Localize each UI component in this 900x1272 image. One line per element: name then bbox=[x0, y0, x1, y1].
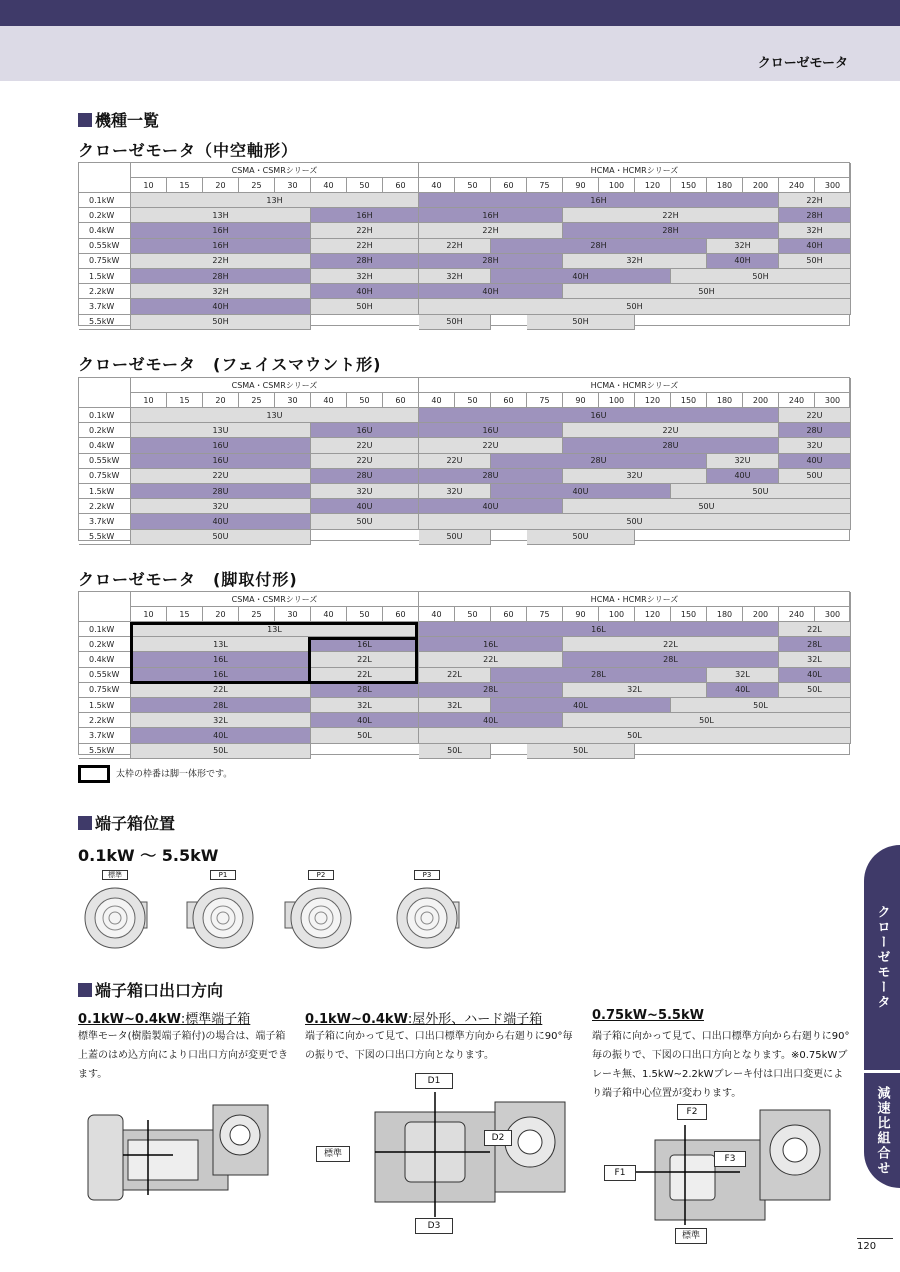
section-terminal-heading: 端子箱位置 bbox=[78, 811, 175, 834]
label-std2: 標準 bbox=[675, 1228, 707, 1244]
power-label: 0.2kW bbox=[79, 208, 131, 223]
frame-cell: 40U bbox=[419, 499, 563, 514]
ratio-header: 60 bbox=[383, 393, 419, 408]
table-corner bbox=[79, 592, 131, 622]
ratio-header: 40 bbox=[311, 178, 347, 193]
frame-cell: 50U bbox=[131, 530, 311, 545]
power-label: 5.5kW bbox=[79, 530, 131, 545]
thick-frame-sample bbox=[78, 765, 110, 783]
frame-cell: 50U bbox=[671, 484, 851, 499]
frame-cell: 40H bbox=[419, 284, 563, 299]
ratio-header: 20 bbox=[203, 178, 239, 193]
frame-cell: 32H bbox=[419, 269, 491, 284]
frame-cell: 50U bbox=[527, 530, 635, 545]
frame-cell: 28U bbox=[491, 454, 707, 469]
power-label: 0.55kW bbox=[79, 454, 131, 469]
ratio-header: 40 bbox=[419, 607, 455, 622]
frame-cell: 13U bbox=[131, 408, 419, 423]
ratio-header: 60 bbox=[491, 607, 527, 622]
ratio-header: 200 bbox=[743, 607, 779, 622]
series-header-csma: CSMA・CSMRシリーズ bbox=[131, 592, 419, 607]
page-number: 120 bbox=[857, 1238, 893, 1252]
frame-cell: 32U bbox=[563, 469, 707, 484]
series-header-hcma: HCMA・HCMRシリーズ bbox=[419, 378, 851, 393]
ratio-header: 40 bbox=[419, 393, 455, 408]
ratio-header: 10 bbox=[131, 178, 167, 193]
label-f3: F3 bbox=[714, 1151, 746, 1167]
power-label: 0.75kW bbox=[79, 683, 131, 698]
frame-cell: 22H bbox=[779, 193, 851, 208]
frame-cell: 16H bbox=[419, 208, 563, 223]
ratio-header: 200 bbox=[743, 178, 779, 193]
foot-frame-outline-inner bbox=[308, 637, 418, 684]
power-label: 2.2kW bbox=[79, 499, 131, 514]
frame-cell: 40U bbox=[311, 499, 419, 514]
frame-cell: 32U bbox=[311, 484, 419, 499]
ratio-header: 50 bbox=[347, 393, 383, 408]
ratio-header: 240 bbox=[779, 607, 815, 622]
ratio-header: 150 bbox=[671, 607, 707, 622]
label-f2: F2 bbox=[677, 1104, 707, 1120]
frame-cell: 32U bbox=[131, 499, 311, 514]
label-f1: F1 bbox=[604, 1165, 636, 1181]
ratio-header: 10 bbox=[131, 607, 167, 622]
label-std: 標準 bbox=[316, 1146, 350, 1162]
frame-cell: 28L bbox=[779, 637, 851, 652]
ratio-header: 200 bbox=[743, 393, 779, 408]
frame-cell: 50H bbox=[671, 269, 851, 284]
terminal-position-4 bbox=[392, 870, 462, 960]
ratio-header: 300 bbox=[815, 607, 851, 622]
frame-cell: 50U bbox=[779, 469, 851, 484]
series-header-hcma: HCMA・HCMRシリーズ bbox=[419, 163, 851, 178]
power-label: 1.5kW bbox=[79, 698, 131, 713]
frame-cell: 50L bbox=[563, 713, 851, 728]
frame-cell: 16U bbox=[131, 454, 311, 469]
power-label: 0.1kW bbox=[79, 622, 131, 637]
power-label: 0.1kW bbox=[79, 193, 131, 208]
header-title: クローゼモータ bbox=[757, 56, 848, 71]
frame-cell: 50L bbox=[419, 728, 851, 743]
ratio-header: 10 bbox=[131, 393, 167, 408]
ratio-header: 50 bbox=[455, 178, 491, 193]
power-label: 5.5kW bbox=[79, 315, 131, 330]
frame-cell: 16H bbox=[419, 193, 779, 208]
table-corner bbox=[79, 163, 131, 193]
frame-cell: 50L bbox=[419, 744, 491, 759]
position-label: P3 bbox=[414, 870, 440, 880]
outlet-text-2: 端子箱に向かって見て、口出口標準方向から右廻りに90°毎の振りで、下図の口出口方向となります。 bbox=[305, 1031, 573, 1061]
frame-cell: 32U bbox=[779, 438, 851, 453]
frame-cell: 40L bbox=[707, 683, 779, 698]
outlet-text-3: 端子箱に向かって見て、口出口標準方向から右廻りに90°毎の振りで、下図の口出口方向となります。※0.75kWブレーキ無、1.5kW~2.2kWブレーキ付は口出口変更により端子箱中心位置が変わります。 bbox=[592, 1031, 850, 1099]
ratio-header: 60 bbox=[383, 178, 419, 193]
power-label: 2.2kW bbox=[79, 284, 131, 299]
ratio-header: 50 bbox=[455, 607, 491, 622]
outlet-heading-2: 0.1kW~0.4kW:屋外形、ハード端子箱 bbox=[305, 1012, 543, 1027]
frame-cell: 40H bbox=[779, 239, 851, 254]
frame-cell: 22U bbox=[131, 469, 311, 484]
frame-cell: 13L bbox=[131, 637, 311, 652]
ratio-header: 50 bbox=[347, 178, 383, 193]
frame-cell: 28U bbox=[131, 484, 311, 499]
frame-cell: 32H bbox=[131, 284, 311, 299]
ratio-header: 60 bbox=[491, 393, 527, 408]
ratio-header: 180 bbox=[707, 178, 743, 193]
frame-cell: 16L bbox=[419, 637, 563, 652]
ratio-header: 50 bbox=[347, 607, 383, 622]
power-label: 1.5kW bbox=[79, 269, 131, 284]
frame-cell: 50H bbox=[527, 315, 635, 330]
frame-cell: 32U bbox=[707, 454, 779, 469]
ratio-header: 15 bbox=[167, 393, 203, 408]
model-table-face bbox=[78, 377, 850, 541]
power-label: 0.4kW bbox=[79, 652, 131, 667]
frame-cell: 50H bbox=[563, 284, 851, 299]
frame-cell: 40U bbox=[131, 514, 311, 529]
frame-cell: 22H bbox=[311, 239, 419, 254]
frame-cell: 40L bbox=[779, 668, 851, 683]
terminal-range: 0.1kW 〜 5.5kW bbox=[78, 846, 219, 865]
frame-cell: 28L bbox=[419, 683, 563, 698]
ratio-header: 60 bbox=[383, 607, 419, 622]
frame-cell: 22U bbox=[779, 408, 851, 423]
frame-cell: 13H bbox=[131, 208, 311, 223]
frame-note: 太枠の枠番は脚一体形です。 bbox=[78, 765, 232, 783]
frame-cell: 32L bbox=[311, 698, 419, 713]
frame-cell: 32H bbox=[563, 254, 707, 269]
frame-cell: 32L bbox=[707, 668, 779, 683]
frame-cell: 50H bbox=[419, 299, 851, 314]
ratio-header: 300 bbox=[815, 178, 851, 193]
power-label: 0.55kW bbox=[79, 668, 131, 683]
table-title-face: クローゼモータ (フェイスマウント形) bbox=[78, 355, 382, 374]
frame-cell: 40L bbox=[311, 713, 419, 728]
frame-cell: 40U bbox=[491, 484, 671, 499]
power-label: 3.7kW bbox=[79, 514, 131, 529]
ratio-header: 50 bbox=[455, 393, 491, 408]
ratio-header: 90 bbox=[563, 393, 599, 408]
position-label: 標準 bbox=[102, 870, 128, 880]
motor-end-view-icon bbox=[387, 880, 467, 960]
frame-cell: 22H bbox=[563, 208, 779, 223]
motor-end-view-icon bbox=[75, 880, 155, 960]
frame-cell: 22H bbox=[419, 239, 491, 254]
outlet-heading-1: 0.1kW~0.4kW:標準端子箱 bbox=[78, 1012, 251, 1027]
frame-cell: 13H bbox=[131, 193, 419, 208]
ratio-header: 60 bbox=[491, 178, 527, 193]
frame-cell: 50U bbox=[419, 514, 851, 529]
frame-cell: 40U bbox=[779, 454, 851, 469]
ratio-header: 300 bbox=[815, 393, 851, 408]
power-label: 2.2kW bbox=[79, 713, 131, 728]
ratio-header: 25 bbox=[239, 607, 275, 622]
frame-cell: 16U bbox=[131, 438, 311, 453]
frame-cell: 40L bbox=[131, 728, 311, 743]
frame-cell: 50U bbox=[563, 499, 851, 514]
power-label: 0.4kW bbox=[79, 223, 131, 238]
table-corner bbox=[79, 378, 131, 408]
power-label: 0.75kW bbox=[79, 254, 131, 269]
frame-cell: 22U bbox=[419, 454, 491, 469]
frame-cell: 40H bbox=[491, 269, 671, 284]
ratio-header: 25 bbox=[239, 178, 275, 193]
ratio-header: 100 bbox=[599, 607, 635, 622]
side-tab-motor[interactable]: クローゼモータ bbox=[864, 845, 900, 1070]
ratio-header: 120 bbox=[635, 607, 671, 622]
frame-cell: 32H bbox=[707, 239, 779, 254]
ratio-header: 100 bbox=[599, 178, 635, 193]
label-d2: D2 bbox=[484, 1130, 512, 1146]
frame-cell: 16H bbox=[131, 239, 311, 254]
frame-cell: 22H bbox=[131, 254, 311, 269]
ratio-header: 20 bbox=[203, 607, 239, 622]
label-d3: D3 bbox=[415, 1218, 453, 1234]
frame-cell: 22H bbox=[419, 223, 563, 238]
ratio-header: 75 bbox=[527, 393, 563, 408]
motor-diagram-standard bbox=[78, 1100, 278, 1210]
top-bar bbox=[0, 0, 900, 26]
terminal-position-1 bbox=[80, 870, 150, 960]
label-d1: D1 bbox=[415, 1073, 453, 1089]
ratio-header: 40 bbox=[419, 178, 455, 193]
frame-cell: 22L bbox=[131, 683, 311, 698]
ratio-header: 40 bbox=[311, 393, 347, 408]
frame-cell: 32H bbox=[311, 269, 419, 284]
frame-cell: 50L bbox=[311, 728, 419, 743]
frame-cell: 50H bbox=[779, 254, 851, 269]
ratio-header: 30 bbox=[275, 393, 311, 408]
ratio-header: 100 bbox=[599, 393, 635, 408]
position-label: P1 bbox=[210, 870, 236, 880]
frame-cell: 50L bbox=[131, 744, 311, 759]
frame-cell: 28U bbox=[563, 438, 779, 453]
ratio-header: 75 bbox=[527, 607, 563, 622]
frame-cell: 28U bbox=[419, 469, 563, 484]
frame-cell: 50U bbox=[419, 530, 491, 545]
frame-cell: 32H bbox=[779, 223, 851, 238]
frame-cell: 28L bbox=[563, 652, 779, 667]
table-title-hollow: クローゼモータ（中空軸形） bbox=[78, 141, 299, 160]
terminal-position-3 bbox=[286, 870, 356, 960]
ratio-header: 30 bbox=[275, 178, 311, 193]
power-label: 1.5kW bbox=[79, 484, 131, 499]
frame-cell: 22L bbox=[311, 668, 419, 683]
power-label: 0.55kW bbox=[79, 239, 131, 254]
frame-cell: 40L bbox=[491, 698, 671, 713]
series-header-hcma: HCMA・HCMRシリーズ bbox=[419, 592, 851, 607]
outlet-text-1: 標準モータ(樹脂製端子箱付)の場合は、端子箱上蓋のはめ込方向により口出口方向が変更できます。 bbox=[78, 1031, 288, 1080]
frame-cell: 22L bbox=[779, 622, 851, 637]
model-table-hollow bbox=[78, 162, 850, 326]
ratio-header: 15 bbox=[167, 178, 203, 193]
frame-cell: 28L bbox=[131, 698, 311, 713]
frame-cell: 22U bbox=[311, 454, 419, 469]
frame-cell: 22L bbox=[419, 652, 563, 667]
frame-cell: 50H bbox=[131, 315, 311, 330]
side-tab-ratio[interactable]: 減速比組合せ bbox=[864, 1073, 900, 1188]
frame-cell: 32U bbox=[419, 484, 491, 499]
power-label: 0.2kW bbox=[79, 423, 131, 438]
ratio-header: 150 bbox=[671, 178, 707, 193]
frame-cell: 16L bbox=[131, 652, 311, 667]
frame-cell: 28H bbox=[131, 269, 311, 284]
ratio-header: 240 bbox=[779, 178, 815, 193]
frame-cell: 28H bbox=[779, 208, 851, 223]
ratio-header: 150 bbox=[671, 393, 707, 408]
frame-cell: 50L bbox=[527, 744, 635, 759]
motor-diagram-outdoor bbox=[315, 1072, 575, 1237]
position-label: P2 bbox=[308, 870, 334, 880]
frame-cell: 16U bbox=[419, 423, 563, 438]
frame-cell: 28H bbox=[491, 239, 707, 254]
ratio-header: 120 bbox=[635, 393, 671, 408]
frame-cell: 40H bbox=[311, 284, 419, 299]
frame-cell: 22L bbox=[419, 668, 491, 683]
frame-cell: 22L bbox=[311, 652, 419, 667]
ratio-header: 40 bbox=[311, 607, 347, 622]
frame-cell: 22U bbox=[563, 423, 779, 438]
frame-cell: 13L bbox=[131, 622, 419, 637]
frame-cell: 28H bbox=[419, 254, 563, 269]
frame-cell: 50U bbox=[311, 514, 419, 529]
power-label: 0.4kW bbox=[79, 438, 131, 453]
ratio-header: 20 bbox=[203, 393, 239, 408]
frame-cell: 16L bbox=[131, 668, 311, 683]
frame-cell: 16L bbox=[311, 637, 419, 652]
power-label: 3.7kW bbox=[79, 299, 131, 314]
section-outlet-heading: 端子箱口出口方向 bbox=[78, 978, 223, 1001]
ratio-header: 30 bbox=[275, 607, 311, 622]
ratio-header: 240 bbox=[779, 393, 815, 408]
frame-cell: 16L bbox=[419, 622, 779, 637]
ratio-header: 75 bbox=[527, 178, 563, 193]
frame-cell: 32L bbox=[131, 713, 311, 728]
terminal-position-2 bbox=[188, 870, 258, 960]
frame-cell: 32L bbox=[563, 683, 707, 698]
frame-cell: 16U bbox=[311, 423, 419, 438]
frame-cell: 50L bbox=[779, 683, 851, 698]
series-header-csma: CSMA・CSMRシリーズ bbox=[131, 163, 419, 178]
frame-cell: 32L bbox=[419, 698, 491, 713]
power-label: 3.7kW bbox=[79, 728, 131, 743]
frame-cell: 13U bbox=[131, 423, 311, 438]
frame-cell: 50H bbox=[311, 299, 419, 314]
frame-cell: 40L bbox=[419, 713, 563, 728]
frame-cell: 40U bbox=[707, 469, 779, 484]
frame-cell: 28U bbox=[779, 423, 851, 438]
power-label: 5.5kW bbox=[79, 744, 131, 759]
ratio-header: 25 bbox=[239, 393, 275, 408]
ratio-header: 120 bbox=[635, 178, 671, 193]
outlet-heading-3: 0.75kW~5.5kW bbox=[592, 1008, 704, 1023]
power-label: 0.1kW bbox=[79, 408, 131, 423]
table-title-foot: クローゼモータ (脚取付形) bbox=[78, 570, 298, 589]
motor-end-view-icon bbox=[183, 880, 263, 960]
frame-cell: 16H bbox=[131, 223, 311, 238]
ratio-header: 180 bbox=[707, 607, 743, 622]
frame-cell: 28L bbox=[491, 668, 707, 683]
frame-cell: 40H bbox=[131, 299, 311, 314]
frame-cell: 16U bbox=[419, 408, 779, 423]
frame-cell: 40H bbox=[707, 254, 779, 269]
series-header-csma: CSMA・CSMRシリーズ bbox=[131, 378, 419, 393]
frame-cell: 22U bbox=[419, 438, 563, 453]
frame-cell: 16H bbox=[311, 208, 419, 223]
power-label: 0.2kW bbox=[79, 637, 131, 652]
power-label: 0.75kW bbox=[79, 469, 131, 484]
frame-cell: 28H bbox=[311, 254, 419, 269]
ratio-header: 90 bbox=[563, 607, 599, 622]
frame-cell: 28H bbox=[563, 223, 779, 238]
frame-cell: 50H bbox=[419, 315, 491, 330]
ratio-header: 90 bbox=[563, 178, 599, 193]
section-models-heading: 機種一覧 bbox=[78, 108, 159, 131]
ratio-header: 180 bbox=[707, 393, 743, 408]
frame-cell: 22H bbox=[311, 223, 419, 238]
frame-cell: 22L bbox=[563, 637, 779, 652]
frame-cell: 32L bbox=[779, 652, 851, 667]
frame-cell: 28L bbox=[311, 683, 419, 698]
ratio-header: 15 bbox=[167, 607, 203, 622]
frame-cell: 50L bbox=[671, 698, 851, 713]
motor-end-view-icon bbox=[281, 880, 361, 960]
frame-cell: 22U bbox=[311, 438, 419, 453]
frame-cell: 28U bbox=[311, 469, 419, 484]
